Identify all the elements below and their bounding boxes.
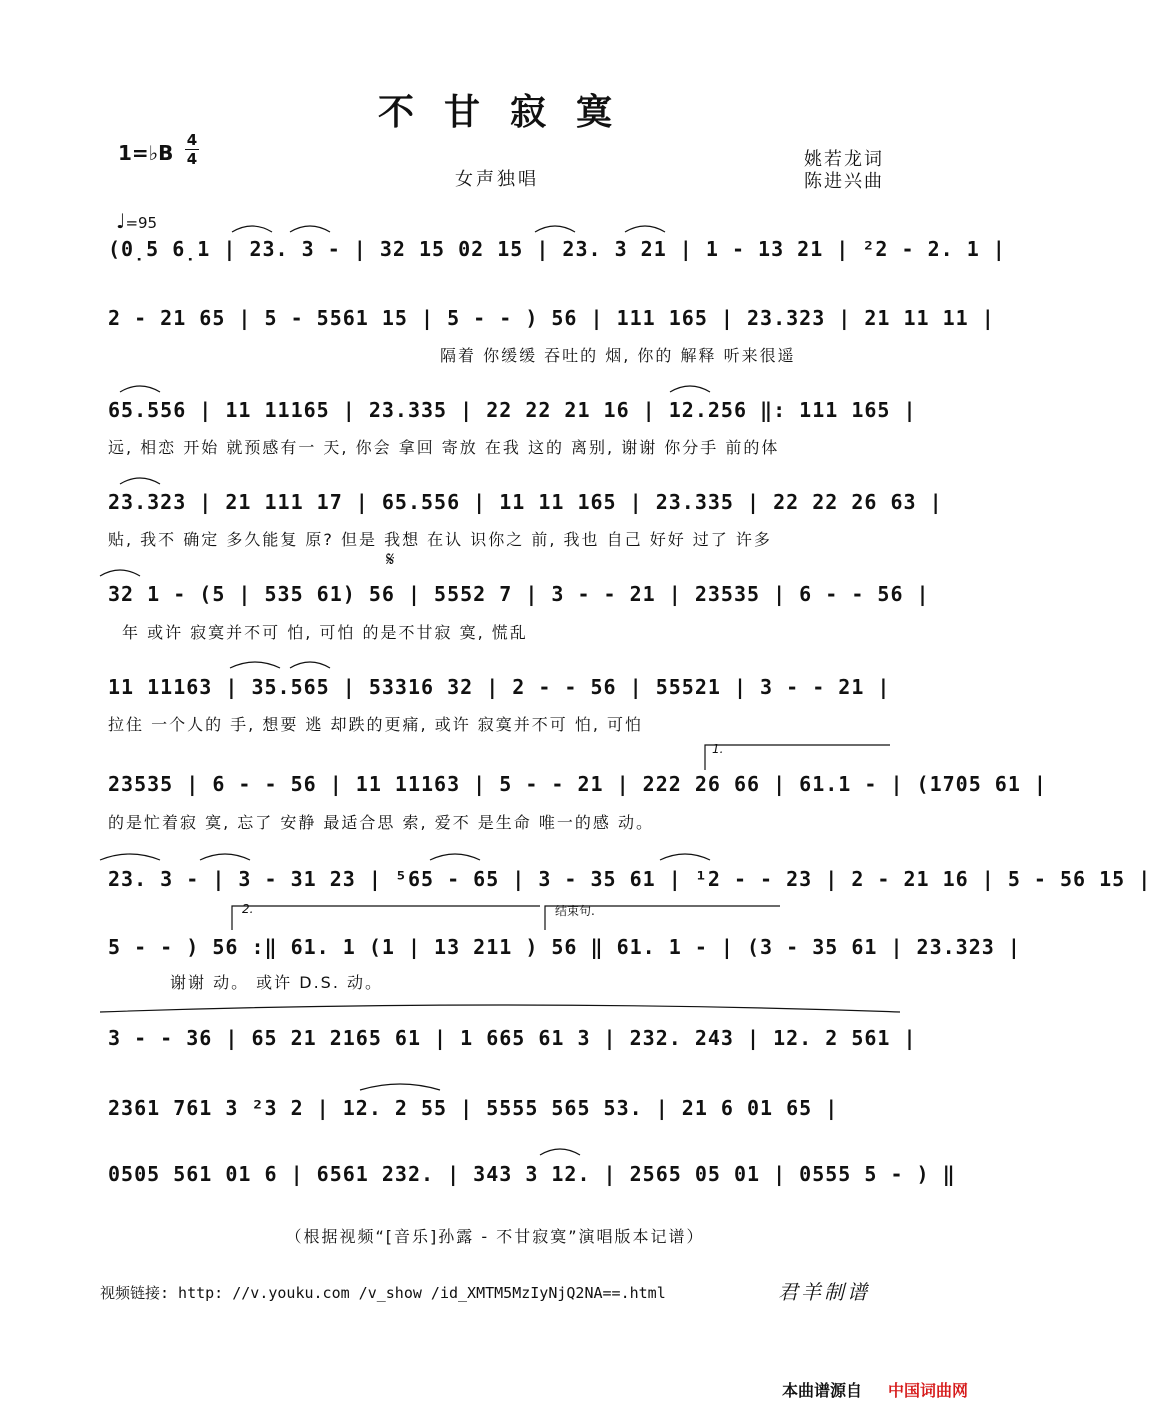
composer-credit: 陈进兴曲 [804,171,884,192]
key-signature: 1=♭B [118,141,174,165]
score-row-3: 65.556 | 11 11165 | 23.335 | 22 22 21 16 | 12.256 ‖: 111 165 | [108,398,917,422]
score-row-9: 5 - - ) 56 :‖ 61. 1 (1 | 13 211 ) 56 ‖ 61. 1 - | (3 - 35 61 | 23.323 | [108,935,1021,959]
score-row-7: 23535 | 6 - - 56 | 11 11163 | 5 - - 21 | 222 26 66 | 61.1 - | (1705 61 | [108,772,1047,796]
tempo-value: =95 [125,214,158,232]
lyricist-credit: 姚若龙词 [804,149,884,170]
site-name[interactable]: 中国词曲网 [888,1381,969,1400]
song-title: 不甘寂寞 [377,91,642,133]
segno-icon: 𝄋 [386,547,395,571]
video-link[interactable]: 视频链接: http: //v.youku.com /v_show /id_XMTM5MzIyNjQ2NA==.html [100,1284,666,1302]
lyrics-row-4: 贴, 我不 确定 多久能复 原? 但是 我想 在认 识你之 前, 我也 自己 好好 过了 许多 [108,530,772,549]
score-row-2: 2 - 21 65 | 5 - 5561 15 | 5 - - ) 56 | 111 165 | 23.323 | 21 11 11 | [108,306,995,330]
score-row-1: (0̣5 6̣1 | 23. 3 - | 32 15 02 15 | 23. 3 21 | 1 - 13 21 | ²2 - 2. 1 | [108,237,1006,261]
volta-2-label: 2. [242,902,254,916]
score-row-8: 23. 3 - | 3 - 31 23 | ⁵65 - 65 | 3 - 35 61 | ¹2 - - 23 | 2 - 21 16 | 5 - 56 15 | [108,867,1151,891]
score-row-4: 23.323 | 21 111 17 | 65.556 | 11 11 165 | 23.335 | 22 22 26 63 | [108,490,943,514]
score-row-5: 32 1 - (5 | 535 61) 56 | 5552 7 | 3 - - 21 | 23535 | 6 - - 56 | [108,582,930,606]
score-row-6: 11 11163 | 35.565 | 53316 32 | 2 - - 56 | 55521 | 3 - - 21 | [108,675,891,699]
transcription-source-note: （根据视频“[音乐]孙露 - 不甘寂寞”演唱版本记谱） [285,1227,705,1246]
lyrics-row-2: 隔着 你缓缓 吞吐的 烟, 你的 解释 听来很遥 [440,346,796,365]
performance-type: 女声独唱 [455,169,539,190]
lyrics-row-3: 远, 相恋 开始 就预感有一 天, 你会 拿回 寄放 在我 这的 离别, 谢谢 你分手 前的体 [108,438,780,457]
lyrics-row-7: 的是忙着寂 寞, 忘了 安静 最适合思 索, 爱不 是生命 唯一的感 动。 [108,813,654,832]
time-signature-top: 4 [186,131,198,149]
ending-label: 结束句. [555,904,595,918]
score-row-10: 3 - - 36 | 65 21 2165 61 | 1 665 61 3 | 232. 243 | 12. 2 561 | [108,1026,917,1050]
score-row-12: 0505 561 01 6 | 6561 232. | 343 3 12. | 2565 05 01 | 0555 5 - ) ‖ [108,1162,956,1186]
lyrics-row-9: 谢谢 动。 或许 D.S. 动。 [170,973,383,992]
transcriber-seal: 君羊制谱 [778,1280,870,1304]
volta-1-label: 1. [712,742,724,756]
quarter-note-icon: ♩ [116,209,126,233]
time-signature [185,132,199,167]
score-row-11: 2361 761 3 ²3 2 | 12. 2 55 | 5555 565 53. | 21 6 01 65 | [108,1096,839,1120]
lyrics-row-6: 拉住 一个人的 手, 想要 逃 却跌的更痛, 或许 寂寞并不可 怕, 可怕 [108,715,644,734]
tempo-marking [116,209,157,233]
lyrics-row-5: 年 或许 寂寞并不可 怕, 可怕 的是不甘寂 寞, 慌乱 [122,623,528,642]
time-signature-bottom: 4 [186,150,198,168]
source-label: 本曲谱源自 [782,1381,863,1400]
